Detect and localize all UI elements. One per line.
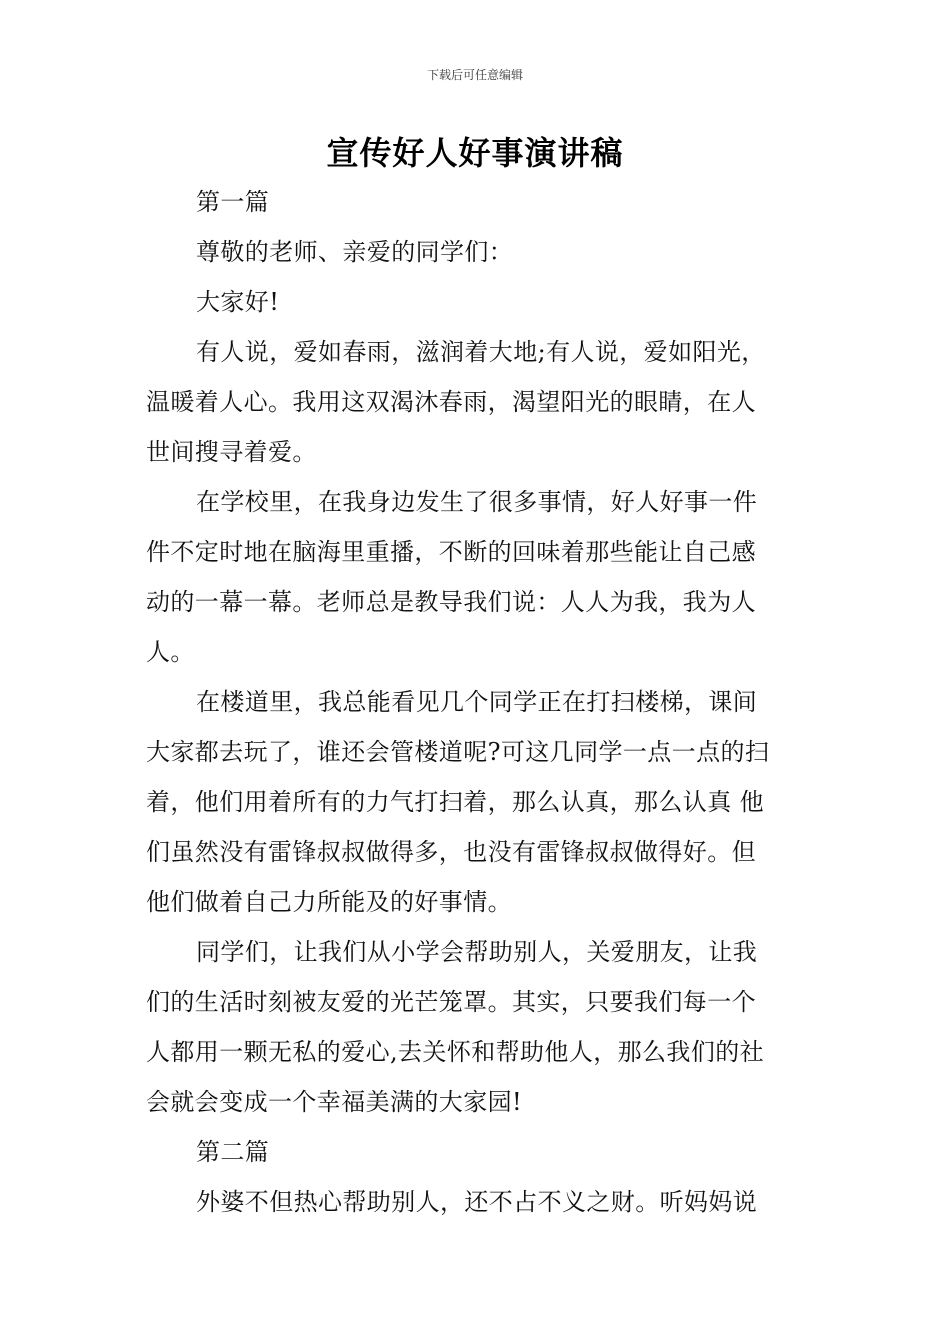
- text-line: 在学校里，在我身边发生了很多事情，好人好事一件: [196, 488, 758, 516]
- text-line: 人都用一颗无私的爱心,去关怀和帮助他人，那么我们的社: [146, 1038, 765, 1066]
- text-line: 第二篇: [196, 1138, 270, 1166]
- heading-part-two: [146, 1127, 806, 1177]
- text-line: 有人说，爱如春雨，滋润着大地;有人说，爱如阳光，: [196, 338, 766, 366]
- text-line: 同学们，让我们从小学会帮助别人，关爱朋友，让我: [196, 938, 758, 966]
- text-line: 大家都去玩了，谁还会管楼道呢?可这几同学一点一点的扫: [146, 738, 770, 766]
- text-line: 在楼道里，我总能看见几个同学正在打扫楼梯，课间: [196, 688, 758, 716]
- salutation: [146, 227, 806, 277]
- paragraph-stairs: [146, 677, 806, 927]
- text-line: 世间搜寻着爱。: [146, 438, 317, 466]
- greeting: [146, 277, 806, 327]
- text-line: 温暖着人心。我用这双渴沐春雨，渴望阳光的眼睛，在人: [146, 388, 756, 416]
- text-line: 们虽然没有雷锋叔叔做得多，也没有雷锋叔叔做得好。但: [146, 838, 756, 866]
- text-line: 们的生活时刻被友爱的光芒笼罩。其实，只要我们每一个: [146, 988, 756, 1016]
- text-line: 外婆不但热心帮助别人，还不占不义之财。听妈妈说: [196, 1188, 758, 1216]
- paragraph-love: [146, 327, 806, 477]
- text-line: 着，他们用着所有的力气打扫着，那么认真，那么认真 他: [146, 788, 765, 816]
- text-line: 大家好!: [196, 288, 280, 316]
- text-line: 动的一幕一幕。老师总是教导我们说：人人为我，我为人: [146, 588, 756, 616]
- paragraph-grandma: [146, 1177, 806, 1227]
- text-line: 件不定时地在脑海里重播，不断的回味着那些能让自己感: [146, 538, 756, 566]
- header-note: 下载后可任意编辑: [426, 68, 523, 82]
- text-line: 第一篇: [196, 188, 270, 216]
- heading-part-one: [146, 177, 806, 227]
- text-line: 尊敬的老师、亲爱的同学们：: [196, 238, 514, 266]
- text-line: 他们做着自己力所能及的好事情。: [146, 888, 512, 916]
- paragraph-classmates: [146, 927, 806, 1127]
- document-title: 宣传好人好事演讲稿: [326, 134, 624, 172]
- document-body: [146, 177, 806, 1227]
- text-line: 会就会变成一个幸福美满的大家园!: [146, 1088, 523, 1116]
- paragraph-school: [146, 477, 806, 677]
- text-line: 人。: [146, 638, 195, 666]
